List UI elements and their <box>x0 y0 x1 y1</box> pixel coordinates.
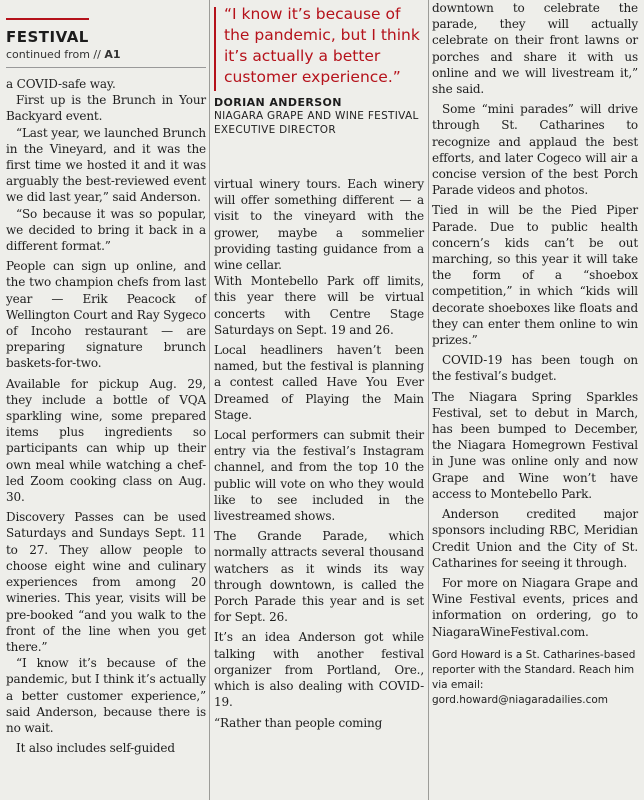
paragraph: Anderson credited major sponsors including RBC, Meridian Credit Union and the City of St. Catharines for seeing it through. <box>432 507 638 570</box>
paragraph: downtown to celebrate the parade, they will actually celebrate on their front lawns or porches and share it with us online and we will livestream it,” she said. <box>432 1 638 97</box>
paragraph: a COVID-safe way. <box>6 77 116 91</box>
paragraph: First up is the Brunch in Your Backyard event. <box>6 93 206 124</box>
paragraph: “Rather than people coming <box>214 715 383 730</box>
paragraph: Some “mini parades” will drive through St. Catharines to recognize and applaud the best efforts, and later Cogeco will air a concise version of the best Porch Parade videos and photos. <box>432 102 638 198</box>
continued-page: A1 <box>104 48 121 61</box>
paragraph: Local performers can submit their entry via the festival’s Instagram channel, and from the top 10 the public will vote on who they would like to see included in the livestreamed shows. <box>214 428 424 524</box>
paragraph: For more on Niagara Grape and Wine Festival events, prices and information on ordering, go to NiagaraWineFestival.com. <box>432 575 638 639</box>
article-column-middle-body <box>214 176 424 731</box>
author-bio: Gord Howard is a St. Catharines-based reporter with the Standard. Reach him via email: gord.howard@niagaradailies.com <box>432 648 636 706</box>
paragraph: With Montebello Park off limits, this year there will be virtual concerts with Centre Stage Saturdays on Sept. 19 and 26. <box>214 274 424 337</box>
paragraph: It also includes self-guided <box>16 741 175 756</box>
continued-prefix: continued from // <box>6 48 105 61</box>
paragraph: “Last year, we launched Brunch in the Vineyard, and it was the first time we hosted it and it was arguably the best-reviewed event we did last year,” said Anderson. <box>6 125 206 205</box>
pull-quote-name: DORIAN ANDERSON <box>214 96 342 109</box>
article-column-left <box>6 0 206 800</box>
pull-quote-role: NIAGARA GRAPE AND WINE FESTIVAL EXECUTIVE DIRECTOR <box>214 110 419 136</box>
column-rule-left <box>209 0 210 800</box>
section-kicker: FESTIVAL <box>6 18 89 46</box>
paragraph: “I know it’s because of the pandemic, but I think it’s actually a better customer experience,” said Anderson, because there is no wait. <box>6 656 206 735</box>
paragraph: Tied in will be the Pied Piper Parade. Due to public health concern’s kids can’t be out marching, so this year it will take the form of a “shoebox competition,” in which “kids will decorate shoeboxes like floats and they can enter them online to win prizes.” <box>432 203 638 348</box>
continued-from-line <box>6 48 206 68</box>
paragraph: “So because it was so popular, we decided to bring it back in a different format.” <box>6 206 206 254</box>
paragraph: The Grande Parade, which normally attracts several thousand watchers as it winds its way through downtown, is called the Porch Parade this year and is set for Sept. 26. <box>214 529 424 625</box>
column-rule-right <box>428 0 429 800</box>
paragraph: People can sign up online, and the two champion chefs from last year — Erik Peacock of Wellington Court and Ray Sygeco of Incoho restaurant — are preparing signature brunch baskets-for-two. <box>6 259 206 371</box>
paragraph: Available for pickup Aug. 29, they include a bottle of VQA sparkling wine, some prepared items plus ingredients so participants can whip up their own meal while watching a chef-led Zoom cooking class on Aug. 30. <box>6 376 206 505</box>
article-column-right <box>432 0 638 800</box>
paragraph: Local headliners haven’t been named, but the festival is planning a contest called Have You Ever Dreamed of Playing the Main Stage. <box>214 343 424 422</box>
paragraph: Discovery Passes can be used Saturdays and Sundays Sept. 11 to 27. They allow people to choose eight wine and culinary experiences from among 20 wineries. This year, visits will be pre-booked “and you walk to the front of the line when you get there.” <box>6 510 206 654</box>
paragraph: virtual winery tours. Each winery will offer something different — a visit to the vineyard with the grower, maybe a sommelier providing tasting guidance from a wine cellar. <box>214 177 424 273</box>
paragraph: It’s an idea Anderson got while talking with another festival organizer from Portland, Ore., which is also dealing with COVID-19. <box>214 630 424 710</box>
paragraph: COVID-19 has been tough on the festival’s budget. <box>432 353 638 384</box>
pull-quote-text: “I know it’s because of the pandemic, but I think it’s actually a better customer experience.” <box>214 4 424 88</box>
paragraph: The Niagara Spring Sparkles Festival, set to debut in March, has been bumped to December, the Niagara Homegrown Festival in June was online only and now Grape and Wine won’t have access to Montebello Park. <box>432 389 638 501</box>
